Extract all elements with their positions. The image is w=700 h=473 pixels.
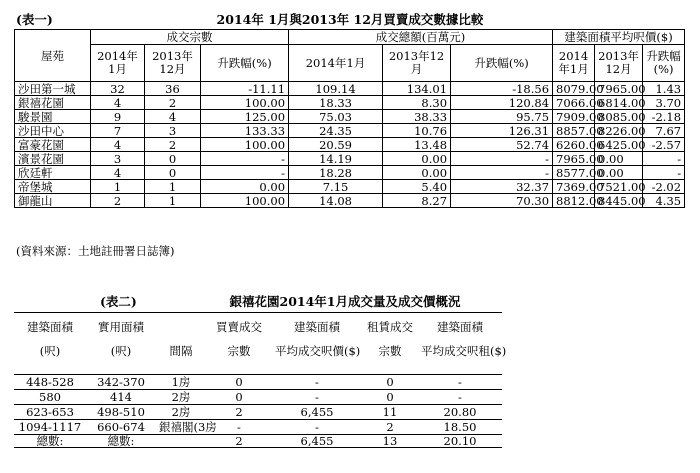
avg-price: - (272, 375, 362, 390)
value-change: - (451, 166, 553, 180)
volume-dec2013: 3 (145, 124, 201, 138)
price-dec2013: 7521.00 (595, 180, 643, 194)
table-row (15, 110, 685, 124)
price-change: 7.67 (643, 124, 685, 138)
total-layout (156, 435, 206, 448)
price-jan2014: 7909.00 (553, 110, 595, 124)
volume-dec2013: 36 (145, 82, 201, 96)
price-jan2014: 7369.00 (553, 180, 595, 194)
value-dec2013: 10.76 (383, 124, 451, 138)
value-change: 126.31 (451, 124, 553, 138)
price-jan2014: 8812.00 (553, 194, 595, 208)
header-value-group: 成交總額(百萬元) (289, 30, 553, 45)
saleable-area: 342-370 (86, 375, 156, 390)
layout: 2房 (156, 405, 206, 420)
price-dec2013: 8445.00 (595, 194, 643, 208)
price-change: -2.57 (643, 138, 685, 152)
table-row (15, 82, 685, 96)
value-jan2014: 14.08 (289, 194, 383, 208)
volume-jan2014: 9 (91, 110, 145, 124)
table1-label: (表一) (16, 12, 53, 27)
value-dec2013: 5.40 (383, 180, 451, 194)
header-gross-area: 建築面積 (呎) (14, 313, 86, 375)
volume-change: - (201, 166, 289, 180)
header-estate: 屋苑 (15, 30, 91, 82)
volume-change: - (201, 152, 289, 166)
table-row (15, 138, 685, 152)
volume-dec2013: 0 (145, 166, 201, 180)
volume-change: 0.00 (201, 180, 289, 194)
table2-label: (表二) (100, 294, 137, 309)
volume-dec2013: 2 (145, 96, 201, 110)
table-row (14, 390, 502, 405)
value-jan2014: 18.33 (289, 96, 383, 110)
table-row (15, 96, 685, 110)
volume-jan2014: 4 (91, 138, 145, 152)
gross-area: 448-528 (14, 375, 86, 390)
value-change: 70.30 (451, 194, 553, 208)
lease-count: 0 (362, 390, 418, 405)
transaction-comparison-table (14, 29, 685, 208)
table-row (15, 124, 685, 138)
estate-name: 富豪花園 (15, 138, 91, 152)
table-row (15, 194, 685, 208)
estate-name: 沙田第一城 (15, 82, 91, 96)
saleable-area: 498-510 (86, 405, 156, 420)
volume-change: 100.00 (201, 138, 289, 152)
value-change: - (451, 152, 553, 166)
value-jan2014: 14.19 (289, 152, 383, 166)
price-change: -2.18 (643, 110, 685, 124)
price-change: 3.70 (643, 96, 685, 110)
value-change: 32.37 (451, 180, 553, 194)
estate-name: 沙田中心 (15, 124, 91, 138)
header-volume-group: 成交宗數 (91, 30, 289, 45)
value-dec2013: 13.48 (383, 138, 451, 152)
price-dec2013: 8085.00 (595, 110, 643, 124)
sales-count: 0 (206, 375, 272, 390)
value-dec2013: 8.30 (383, 96, 451, 110)
avg-rent: - (418, 375, 502, 390)
header-price-dec2013: 2013年12月 (595, 45, 643, 82)
header-saleable-area: 實用面積 (呎) (86, 313, 156, 375)
sales-count: 0 (206, 390, 272, 405)
lease-count: 2 (362, 420, 418, 435)
avg-price: - (272, 420, 362, 435)
gross-area: 623-653 (14, 405, 86, 420)
value-change: 120.84 (451, 96, 553, 110)
header-layout: 間隔 (156, 313, 206, 375)
value-jan2014: 24.35 (289, 124, 383, 138)
value-dec2013: 8.27 (383, 194, 451, 208)
volume-jan2014: 4 (91, 166, 145, 180)
total-label-2: 總數: (86, 435, 156, 448)
value-change: 52.74 (451, 138, 553, 152)
volume-change: 100.00 (201, 194, 289, 208)
price-jan2014: 7965.00 (553, 152, 595, 166)
value-dec2013: 38.33 (383, 110, 451, 124)
table-row (15, 152, 685, 166)
total-sales: 2 (206, 435, 272, 448)
total-leases: 13 (362, 435, 418, 448)
data-source-note: (資料來源：土地註冊署日誌簿) (16, 244, 175, 258)
header-price-group: 建築面積平均呎價($) (553, 30, 685, 45)
header-volume-dec2013: 2013年12月 (145, 45, 201, 82)
price-dec2013: 0.00 (595, 166, 643, 180)
price-change: -2.02 (643, 180, 685, 194)
jubilee-garden-summary-table (14, 312, 507, 448)
price-dec2013: 7965.00 (595, 82, 643, 96)
volume-dec2013: 1 (145, 194, 201, 208)
table-row (14, 375, 502, 390)
volume-dec2013: 0 (145, 152, 201, 166)
volume-jan2014: 4 (91, 96, 145, 110)
layout: 2房 (156, 390, 206, 405)
price-dec2013: 6814.00 (595, 96, 643, 110)
volume-jan2014: 1 (91, 180, 145, 194)
header-value-change: 升跌幅(%) (451, 45, 553, 82)
value-dec2013: 0.00 (383, 152, 451, 166)
table-row (14, 420, 502, 435)
price-jan2014: 8857.00 (553, 124, 595, 138)
estate-name: 御龍山 (15, 194, 91, 208)
header-value-dec2013: 2013年12月 (383, 45, 451, 82)
value-dec2013: 0.00 (383, 166, 451, 180)
estate-name: 銀禧花園 (15, 96, 91, 110)
value-dec2013: 134.01 (383, 82, 451, 96)
saleable-area: 660-674 (86, 420, 156, 435)
price-dec2013: 6425.00 (595, 138, 643, 152)
total-avg-price: 6,455 (272, 435, 362, 448)
table-row (15, 180, 685, 194)
value-change: 95.75 (451, 110, 553, 124)
volume-dec2013: 2 (145, 138, 201, 152)
table1-title: 2014年 1月與2013年 12月買賣成交數據比較 (216, 12, 484, 27)
volume-change: -11.11 (201, 82, 289, 96)
avg-rent: - (418, 390, 502, 405)
header-sales-count: 買賣成交 宗數 (206, 313, 272, 375)
volume-jan2014: 7 (91, 124, 145, 138)
estate-name: 濱景花園 (15, 152, 91, 166)
estate-name: 駿景園 (15, 110, 91, 124)
volume-dec2013: 4 (145, 110, 201, 124)
avg-rent: 20.80 (418, 405, 502, 420)
total-avg-rent: 20.10 (418, 435, 502, 448)
price-jan2014: 6260.00 (553, 138, 595, 152)
avg-price: - (272, 390, 362, 405)
lease-count: 11 (362, 405, 418, 420)
table-row (14, 405, 502, 420)
sales-count: - (206, 420, 272, 435)
price-dec2013: 0.00 (595, 152, 643, 166)
price-jan2014: 8577.00 (553, 166, 595, 180)
volume-change: 100.00 (201, 96, 289, 110)
avg-price: 6,455 (272, 405, 362, 420)
header-avg-rent: 建築面積 平均成交呎租($) (418, 313, 502, 375)
header-lease-count: 租賃成交 宗數 (362, 313, 418, 375)
volume-jan2014: 2 (91, 194, 145, 208)
lease-count: 0 (362, 375, 418, 390)
table-row (15, 166, 685, 180)
value-change: -18.56 (451, 82, 553, 96)
value-jan2014: 20.59 (289, 138, 383, 152)
volume-change: 125.00 (201, 110, 289, 124)
header-avg-price: 建築面積 平均成交呎價($) (272, 313, 362, 375)
value-jan2014: 109.14 (289, 82, 383, 96)
volume-dec2013: 1 (145, 180, 201, 194)
layout: 銀禧閣(3房 (156, 420, 206, 435)
volume-jan2014: 3 (91, 152, 145, 166)
price-jan2014: 8079.00 (553, 82, 595, 96)
volume-jan2014: 32 (91, 82, 145, 96)
estate-name: 帝堡城 (15, 180, 91, 194)
price-change: - (643, 166, 685, 180)
price-change: 1.43 (643, 82, 685, 96)
gross-area: 1094-1117 (14, 420, 86, 435)
price-dec2013: 8226.00 (595, 124, 643, 138)
volume-change: 133.33 (201, 124, 289, 138)
value-jan2014: 75.03 (289, 110, 383, 124)
header-volume-jan2014: 2014年1月 (91, 45, 145, 82)
header-price-jan2014: 2014年1月 (553, 45, 595, 82)
avg-rent: 18.50 (418, 420, 502, 435)
layout: 1房 (156, 375, 206, 390)
value-jan2014: 7.15 (289, 180, 383, 194)
header-value-jan2014: 2014年1月 (289, 45, 383, 82)
price-change: - (643, 152, 685, 166)
price-jan2014: 7066.00 (553, 96, 595, 110)
estate-name: 欣廷軒 (15, 166, 91, 180)
value-jan2014: 18.28 (289, 166, 383, 180)
header-price-change: 升跌幅(%) (643, 45, 685, 82)
sales-count: 2 (206, 405, 272, 420)
total-label: 總數: (14, 435, 86, 448)
gross-area: 580 (14, 390, 86, 405)
table2-title: 銀禧花園2014年1月成交量及成交價概況 (229, 294, 461, 309)
header-volume-change: 升跌幅(%) (201, 45, 289, 82)
price-change: 4.35 (643, 194, 685, 208)
saleable-area: 414 (86, 390, 156, 405)
